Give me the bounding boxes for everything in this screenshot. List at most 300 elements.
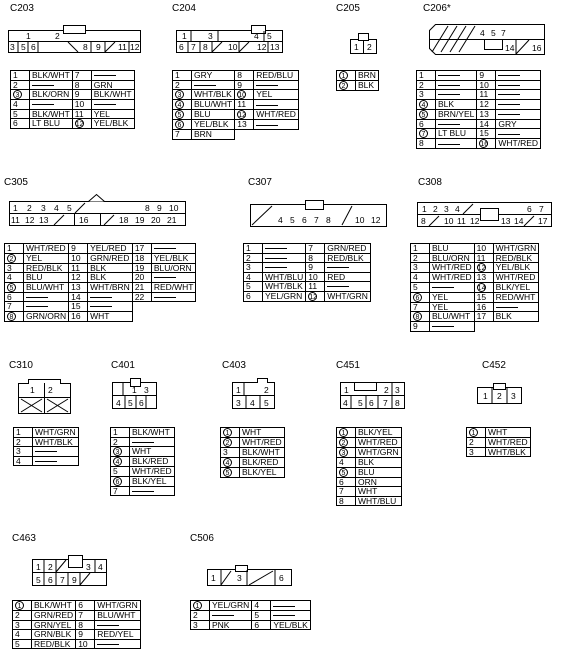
pin-number xyxy=(235,120,254,130)
svg-text:18: 18 xyxy=(119,215,129,225)
pin-number xyxy=(11,119,30,129)
pin-number xyxy=(252,601,271,611)
pin-number-text: 3 xyxy=(16,446,21,456)
wire-color: GRN/ORN xyxy=(24,311,69,321)
pin-number xyxy=(76,601,95,611)
wire-color xyxy=(33,447,79,457)
pin-number-text: 9 xyxy=(78,629,83,639)
pin-number xyxy=(306,282,325,292)
no-wire-dash xyxy=(212,615,234,616)
no-wire-dash xyxy=(327,267,349,268)
pin-number-text: 3 xyxy=(246,262,251,272)
pin-row xyxy=(5,302,196,312)
pin-number-text: 4 xyxy=(413,272,418,282)
circled-pin-number: 10 xyxy=(238,92,247,99)
c203-connector-face xyxy=(8,25,143,55)
no-wire-dash xyxy=(26,297,48,298)
svg-text:4: 4 xyxy=(98,562,103,572)
pin-number-text: 15 xyxy=(476,291,487,302)
pin-number xyxy=(235,100,254,110)
pin-number xyxy=(173,110,192,120)
circled-pin-number: 2 xyxy=(339,81,348,90)
pin-number xyxy=(5,273,24,283)
no-wire-dash xyxy=(35,461,57,462)
pin-row xyxy=(5,311,196,321)
wire-color: BLU/WHT xyxy=(192,100,235,110)
empty-cell xyxy=(132,311,151,321)
pin-number-text: 11 xyxy=(74,108,84,119)
empty-cell xyxy=(132,302,151,312)
no-wire-dash xyxy=(90,306,112,307)
pin-row xyxy=(244,263,371,273)
wire-color: WHT xyxy=(130,447,175,457)
c463-pin-table xyxy=(12,600,141,649)
pin-row xyxy=(221,467,285,477)
pin-number-text: 7 xyxy=(74,70,80,80)
pin-number-text: 5 xyxy=(15,638,20,649)
wire-color xyxy=(496,80,541,90)
pin-number-text: 1 xyxy=(16,427,21,437)
pin-row xyxy=(411,244,539,254)
circled-pin-number: 14 xyxy=(477,284,486,292)
wire-color: WHT/GRN xyxy=(33,428,79,438)
pin-row xyxy=(14,428,79,438)
pin-number xyxy=(467,428,486,438)
pin-number-text: 1 xyxy=(419,70,424,80)
pin-number-text: 4 xyxy=(246,271,251,282)
wire-color: BLK/WHT xyxy=(30,109,73,119)
wire-color: BLK xyxy=(436,99,477,109)
svg-text:14: 14 xyxy=(514,216,524,226)
wire-color: WHT/RED xyxy=(486,438,531,448)
pin-number xyxy=(417,119,436,129)
wire-color: RED/WHT xyxy=(151,282,196,292)
no-wire-dash xyxy=(273,615,295,616)
pin-number-text: 1 xyxy=(7,243,12,253)
wire-color: WHT/GRN xyxy=(95,601,141,611)
no-wire-dash xyxy=(265,248,287,249)
pin-number-text: 5 xyxy=(413,281,418,292)
c204-pin-table xyxy=(172,70,299,140)
wire-color xyxy=(254,100,299,110)
pin-number-text: 11 xyxy=(476,252,486,263)
no-wire-dash xyxy=(132,491,154,492)
pin-number-text: 4 xyxy=(339,457,344,467)
svg-text:10: 10 xyxy=(355,215,365,225)
pin-number-text: 13 xyxy=(479,108,489,119)
pin-number xyxy=(235,90,254,100)
pin-number-text: 14 xyxy=(479,118,489,129)
pin-number-text: 2 xyxy=(16,436,21,447)
wire-color: BLU/ORN xyxy=(430,253,475,263)
pin-row xyxy=(244,253,371,263)
pin-number-text: 2 xyxy=(13,79,18,90)
pin-row xyxy=(191,601,311,611)
svg-text:11: 11 xyxy=(457,216,466,226)
wire-color xyxy=(263,263,306,273)
wire-color xyxy=(496,99,541,109)
c506-title: C506 xyxy=(190,533,214,544)
no-wire-dash xyxy=(265,267,287,268)
pin-number xyxy=(411,302,430,312)
pin-number-text: 16 xyxy=(476,301,487,312)
svg-text:8: 8 xyxy=(395,398,400,408)
svg-text:2: 2 xyxy=(433,204,438,214)
wire-color xyxy=(436,71,477,81)
pin-row xyxy=(411,253,539,263)
pin-number xyxy=(13,639,32,649)
svg-text:2: 2 xyxy=(48,562,53,572)
svg-text:4: 4 xyxy=(254,31,259,41)
pin-number-text: 13 xyxy=(71,281,81,292)
c403-title: C403 xyxy=(222,360,246,371)
pin-row xyxy=(221,438,285,448)
no-wire-dash xyxy=(498,104,520,105)
pin-number-text: 6 xyxy=(246,290,251,301)
wire-color xyxy=(30,80,73,90)
pin-row xyxy=(417,90,541,100)
wire-color: YEL xyxy=(91,109,134,119)
no-wire-dash xyxy=(438,94,460,95)
pin-number xyxy=(111,486,130,496)
wire-color: YEL/BLK xyxy=(271,620,311,630)
svg-text:10: 10 xyxy=(169,203,179,213)
svg-text:4: 4 xyxy=(278,215,283,225)
pin-number xyxy=(69,253,88,263)
pin-number-text: 10 xyxy=(71,252,81,263)
no-wire-dash xyxy=(432,287,454,288)
c451-pin-table xyxy=(336,427,402,506)
pin-number xyxy=(474,263,493,273)
pin-number xyxy=(477,129,496,139)
pin-row xyxy=(411,282,539,292)
wire-color: BLK/YEL xyxy=(240,467,285,477)
pin-number-text: 6 xyxy=(7,291,12,302)
svg-text:19: 19 xyxy=(135,215,145,225)
no-wire-dash xyxy=(194,85,216,86)
pin-number xyxy=(337,467,356,477)
wire-color: GRN/RED xyxy=(88,253,133,263)
wire-color xyxy=(151,292,196,302)
pin-row xyxy=(111,467,175,477)
no-wire-dash xyxy=(327,286,349,287)
wire-color: GRN/YEL xyxy=(32,620,76,630)
pin-number-text: 2 xyxy=(15,610,20,620)
svg-text:5: 5 xyxy=(358,398,363,408)
pin-row xyxy=(5,273,196,283)
pin-number-text: 3 xyxy=(193,619,198,630)
pin-number-text: 7 xyxy=(339,486,344,496)
pin-number-text: 8 xyxy=(74,79,80,90)
c310-connector-face xyxy=(18,379,74,415)
wire-color xyxy=(496,109,541,119)
wire-color: BLK/RED xyxy=(130,457,175,467)
c206-title: C206* xyxy=(423,3,451,14)
svg-text:10: 10 xyxy=(444,216,454,226)
pin-row xyxy=(11,71,135,81)
svg-text:1: 1 xyxy=(36,562,41,572)
no-wire-dash xyxy=(438,124,460,125)
wire-color: WHT/RED xyxy=(24,244,69,254)
wire-color xyxy=(192,80,235,90)
pin-number-text: 9 xyxy=(308,262,313,272)
svg-text:5: 5 xyxy=(267,31,272,41)
wire-color: BLK/YEL xyxy=(493,282,539,292)
pin-number-text: 19 xyxy=(134,262,145,273)
svg-text:4: 4 xyxy=(116,398,121,408)
wire-color: WHT/RED xyxy=(240,438,285,448)
pin-number-text: 8 xyxy=(78,619,83,630)
pin-number xyxy=(11,80,30,90)
wire-color xyxy=(91,71,134,81)
pin-number-text: 9 xyxy=(237,79,242,90)
svg-text:2: 2 xyxy=(367,42,372,52)
pin-number-text: 3 xyxy=(419,89,424,99)
c506-connector-face xyxy=(207,565,297,587)
pin-row xyxy=(467,438,531,448)
svg-text:5: 5 xyxy=(67,203,72,213)
pin-number-text: 14 xyxy=(71,291,81,302)
wire-color: WHT/RED xyxy=(130,467,175,477)
pin-number-text: 4 xyxy=(15,629,20,639)
pin-number-text: 11 xyxy=(71,262,80,273)
wire-color xyxy=(151,273,196,283)
pin-row xyxy=(411,302,539,312)
pin-number xyxy=(132,292,151,302)
c307-connector-face xyxy=(250,200,390,230)
pin-row xyxy=(14,456,79,466)
pin-number xyxy=(337,448,356,458)
pin-number xyxy=(132,244,151,254)
wire-color xyxy=(325,282,371,292)
wire-color: BLK xyxy=(493,312,539,322)
pin-number xyxy=(132,253,151,263)
svg-text:1: 1 xyxy=(30,385,35,395)
wire-color: YEL/RED xyxy=(88,244,133,254)
wire-color: GRN/BLK xyxy=(32,630,76,640)
pin-row xyxy=(111,476,175,486)
pin-row xyxy=(13,639,141,649)
pin-number xyxy=(111,476,130,486)
pin-row xyxy=(244,291,371,301)
pin-number-text: 2 xyxy=(175,79,180,90)
no-wire-dash xyxy=(26,306,48,307)
wire-color: RED/BLU xyxy=(254,71,299,81)
pin-number-text: 5 xyxy=(113,466,118,476)
pin-number-text: 10 xyxy=(476,243,487,253)
pin-number-text: 3 xyxy=(223,447,228,457)
wire-color: WHT/BLU xyxy=(356,496,402,506)
pin-row xyxy=(411,312,539,322)
wire-color: ORN xyxy=(356,477,402,487)
svg-text:8: 8 xyxy=(83,42,88,52)
pin-number-text: 1 xyxy=(113,427,118,437)
no-wire-dash xyxy=(273,606,295,607)
pin-row xyxy=(337,487,402,497)
pin-number-text: 1 xyxy=(413,243,418,253)
pin-row xyxy=(337,458,402,468)
c205-connector-face xyxy=(350,33,382,55)
svg-text:12: 12 xyxy=(470,216,480,226)
pin-number-text: 5 xyxy=(254,610,260,620)
wire-color: BLK/WHT xyxy=(91,90,134,100)
pin-row xyxy=(337,448,402,458)
svg-text:13: 13 xyxy=(39,215,49,225)
pin-number xyxy=(244,282,263,292)
svg-text:6: 6 xyxy=(31,42,36,52)
wire-color: WHT/RED xyxy=(430,263,475,273)
pin-row xyxy=(221,448,285,458)
wire-color xyxy=(24,302,69,312)
wire-color: RED/BLK xyxy=(493,253,539,263)
wire-color xyxy=(496,129,541,139)
svg-text:12: 12 xyxy=(371,215,381,225)
svg-text:4: 4 xyxy=(54,203,59,213)
circled-pin-number: 3 xyxy=(13,90,22,99)
empty-cell xyxy=(151,302,196,312)
circled-pin-number: 12 xyxy=(75,121,84,128)
pin-row xyxy=(111,437,175,447)
wire-color: RED xyxy=(325,272,371,282)
svg-text:1: 1 xyxy=(344,385,349,395)
pin-row xyxy=(411,273,539,283)
c452-connector-face xyxy=(477,383,525,407)
empty-cell xyxy=(235,130,254,140)
pin-number-text: 13 xyxy=(476,272,487,282)
svg-text:6: 6 xyxy=(369,398,374,408)
wire-color xyxy=(263,253,306,263)
svg-text:6: 6 xyxy=(179,42,184,52)
svg-text:2: 2 xyxy=(55,31,60,41)
wire-color: WHT/BLK xyxy=(33,437,79,447)
wire-color: RED/BLK xyxy=(325,253,371,263)
svg-text:2: 2 xyxy=(497,391,502,401)
svg-text:16: 16 xyxy=(532,43,542,53)
wire-color: YEL/GRN xyxy=(210,601,252,611)
wire-color: BLK xyxy=(356,458,402,468)
wire-color xyxy=(95,639,141,649)
pin-number-text: 21 xyxy=(134,281,145,292)
svg-text:8: 8 xyxy=(203,42,208,52)
wire-color: BLU xyxy=(24,273,69,283)
no-wire-dash xyxy=(498,114,520,115)
pin-number-text: 6 xyxy=(419,118,424,129)
wire-color: WHT xyxy=(356,487,402,497)
pin-row xyxy=(14,447,79,457)
svg-text:5: 5 xyxy=(21,42,26,52)
pin-number-text: 9 xyxy=(74,89,80,100)
svg-text:6: 6 xyxy=(139,398,144,408)
pin-number-text: 8 xyxy=(419,138,424,149)
no-wire-dash xyxy=(97,625,119,626)
circled-pin-number: 5 xyxy=(419,110,428,119)
pin-number xyxy=(5,282,24,292)
wire-color: BRN xyxy=(356,71,379,81)
c308-title: C308 xyxy=(418,177,442,188)
svg-text:1: 1 xyxy=(182,31,187,41)
svg-text:3: 3 xyxy=(237,573,242,583)
pin-number xyxy=(337,71,356,81)
pin-number-text: 4 xyxy=(16,455,21,466)
pin-number xyxy=(69,302,88,312)
wire-color: BLU xyxy=(192,110,235,120)
circled-pin-number: 1 xyxy=(193,601,202,610)
wire-color xyxy=(496,71,541,81)
wire-color xyxy=(436,119,477,129)
c305-pin-table xyxy=(4,243,196,322)
svg-text:1: 1 xyxy=(211,573,216,583)
pin-row xyxy=(111,457,175,467)
svg-text:16: 16 xyxy=(79,215,89,225)
svg-text:2: 2 xyxy=(264,385,269,395)
wire-color xyxy=(130,486,175,496)
no-wire-dash xyxy=(90,297,112,298)
wire-color xyxy=(436,80,477,90)
svg-text:13: 13 xyxy=(501,216,511,226)
pin-number-text: 15 xyxy=(479,128,489,139)
pin-number xyxy=(337,496,356,506)
pin-number xyxy=(11,109,30,119)
pin-number-text: 8 xyxy=(339,495,344,506)
pin-row xyxy=(467,447,531,457)
wire-color xyxy=(30,100,73,110)
pin-number xyxy=(221,428,240,438)
c205-pin-table xyxy=(336,70,379,91)
pin-number xyxy=(221,467,240,477)
pin-number-text: 11 xyxy=(308,281,318,291)
pin-number-text: 10 xyxy=(74,99,85,109)
pin-number xyxy=(411,322,430,332)
pin-number xyxy=(477,119,496,129)
pin-number-text: 2 xyxy=(419,79,424,90)
wire-color: BLK/YEL xyxy=(356,428,402,438)
pin-row xyxy=(5,244,196,254)
pin-row xyxy=(337,438,402,448)
wire-color xyxy=(210,611,252,621)
svg-text:7: 7 xyxy=(314,215,319,225)
pin-row xyxy=(5,282,196,292)
no-wire-dash xyxy=(35,451,57,452)
wire-color: WHT/BLK xyxy=(192,90,235,100)
wire-color: WHT/RED xyxy=(430,273,475,283)
svg-text:1: 1 xyxy=(26,31,31,41)
pin-number xyxy=(221,448,240,458)
no-wire-dash xyxy=(265,258,287,259)
pin-number-text: 7 xyxy=(7,301,12,311)
pin-number xyxy=(72,80,91,90)
c307-pin-table xyxy=(243,243,371,302)
pin-number-text: 3 xyxy=(7,262,12,273)
wire-color: RED/WHT xyxy=(493,292,539,302)
wire-color xyxy=(254,80,299,90)
svg-text:1: 1 xyxy=(236,385,241,395)
no-wire-dash xyxy=(154,297,176,298)
pin-row xyxy=(417,109,541,119)
wire-color: YEL/BLK xyxy=(192,120,235,130)
pin-number xyxy=(411,273,430,283)
wire-color: BLK/WHT xyxy=(30,71,73,81)
wire-color: RED/BLK xyxy=(24,263,69,273)
wire-color: BLK/WHT xyxy=(240,448,285,458)
pin-number-text: 7 xyxy=(113,485,118,496)
circled-pin-number: 4 xyxy=(175,100,184,109)
wire-color: WHT/RED xyxy=(254,110,299,120)
wire-color: BLU/WHT xyxy=(24,282,69,292)
pin-number-text: 17 xyxy=(134,243,145,253)
pin-row xyxy=(417,119,541,129)
svg-text:3: 3 xyxy=(236,398,241,408)
pin-row xyxy=(13,630,141,640)
